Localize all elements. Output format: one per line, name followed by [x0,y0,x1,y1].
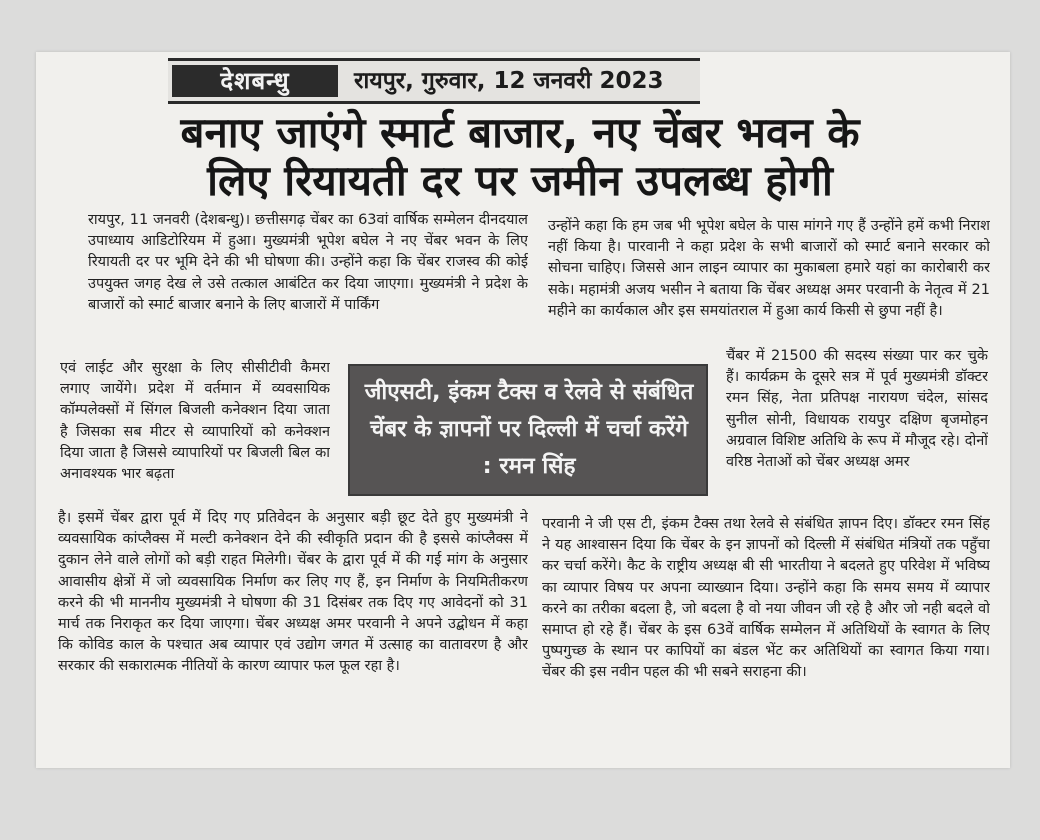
pull-quote: जीएसटी, इंकम टैक्स व रेलवे से संबंधित चेंबर के ज्ञापनों पर दिल्ली में चर्चा करेंगे : रमन सिंह [364,379,694,479]
pull-quote-box [348,364,708,496]
dateline: रायपुर, गुरुवार, 12 जनवरी 2023 [354,68,664,94]
newspaper-logo: देशबन्धु [172,65,338,97]
article-column-2-top: उन्होंने कहा कि हम जब भी भूपेश बघेल के पास मांगने गए हैं उन्होंने हमें कभी निराश नहीं किया है। पारवानी ने कहा प्रदेश के सभी बाजारों को स्मार्ट बनाने सरकार को सोचना चाहिए। जिससे आन लाइन व्यापार का मुकाबला हमारे यहां का कारोबारी कर सके। महामंत्री अजय भसीन ने बताया कि चेंबर अध्यक्ष अमर परवानी के नेतृत्व में 21 महीने का कार्यकाल और इस समयांतराल में हुआ कार्य किसी से छुपा नहीं है। [548,218,990,319]
article-column-1-bottom: है। इसमें चेंबर द्वारा पूर्व में दिए गए प्रतिवेदन के अनुसार बड़ी छूट देते हुए मुख्यमंत्री ने व्यवसायिक कांप्लैक्स में मल्टी कनेक्शन देने की स्वीकृति प्रदान की है इससे कांप्लैक्स में दुकान लेने वाले लोगों को बड़ी राहत मिलेगी। चेंबर के द्वारा पूर्व में की गई मांग के अनुसार आवासीय क्षेत्रों में जो व्यवसायिक निर्माण कर लिए गए हैं, इन निर्माण के नियमितीकरण करने की भी माननीय मुख्यमंत्री ने घोषणा की 31 दिसंबर तक दिए गए आवेदनों को 31 मार्च तक निराकृत कर दिया जाएगा। चेंबर अध्यक्ष अमर परवानी ने अपने उद्बोधन में कहा कि कोविड काल के पश्चात अब व्यापार एवं उद्योग जगत में उत्साह का वातावरण है और सरकार की सकारात्मक नीतियों के कारण व्यापार फल फूल रहा है। [58,510,528,675]
masthead [168,58,700,104]
headline-line-1: बनाए जाएंगे स्मार्ट बाजार, नए चेंबर भवन के [180,108,860,157]
article-column-2-bottom: परवानी ने जी एस टी, इंकम टैक्स तथा रेलवे से संबंधित ज्ञापन दिए। डॉक्टर रमन सिंह ने यह आश्वासन दिया कि चेंबर के इन ज्ञापनों को दिल्ली में संबंधित मंत्रियों तक पहुँचा कर चर्चा करेंगे। कैट के राष्ट्रीय अध्यक्ष बी सी भारतीया ने बदलते हुए परिवेश में भविष्य का व्यापार विषय पर अपना व्याख्यान दिया। उन्होंने कहा कि समय समय में व्यापार करने का तरीका बदला है, जो बदला है वो नया जीवन जी रहे है और जो नही बदले वो समाप्त हो रहे हैं। चेंबर के इस 63वें वार्षिक सम्मेलन में अतिथियों के स्वागत के लिए पुष्पगुच्छ के स्थान पर कापियों का बंडल भेंट कर अतिथियों का स्वागत किया गया। चेंबर की इस नवीन पहल की भी सबने सराहना की। [542,516,990,681]
article-column-1-middle: एवं लाईट और सुरक्षा के लिए सीसीटीवी कैमरा लगाए जायेंगे। प्रदेश में वर्तमान में व्यवसायिक कॉम्पलेक्सों में सिंगल बिजली कनेक्शन दिया जाता है जिसका सब मीटर से व्यापारियों को कनेक्शन दिया जाता है जिससे व्यापारियों पर बिजली बिल का अनावश्यक भार बढ़ता [60,360,330,483]
article-column-1-top: रायपुर, 11 जनवरी (देशबन्धु)। छत्तीसगढ़ चेंबर का 63वां वार्षिक सम्मेलन दीनदयाल उपाध्याय आडिटोरियम में हुआ। मुख्यमंत्री भूपेश बघेल ने नए चेंबर भवन के लिए रियायती दर पर भूमि देने की भी घोषणा की। उन्होंने कहा कि चेंबर राजस्व की कोई उपयुक्त जगह देख ले उसे तत्काल आबंटित कर दिया जाएगा। मुख्यमंत्री ने प्रदेश के बाजारों को स्मार्ट बाजार बनाने के लिए बाजारों में पार्किंग [88,212,528,313]
article-column-2-middle: चैंबर में 21500 की सदस्य संख्या पार कर चुके हैं। कार्यक्रम के दूसरे सत्र में पूर्व मुख्यमंत्री डॉक्टर रमन सिंह, नेता प्रतिपक्ष नारायण चंदेल, सांसद सुनील सोनी, विधायक रायपुर दक्षिण बृजमोहन अग्रवाल विशिष्ट अतिथि के रूप में मौजूद रहे। दोनों वरिष्ठ नेताओं को चेंबर अध्यक्ष अमर [726,348,988,471]
headline-line-2: लिए रियायती दर पर जमीन उपलब्ध होगी [207,156,833,205]
